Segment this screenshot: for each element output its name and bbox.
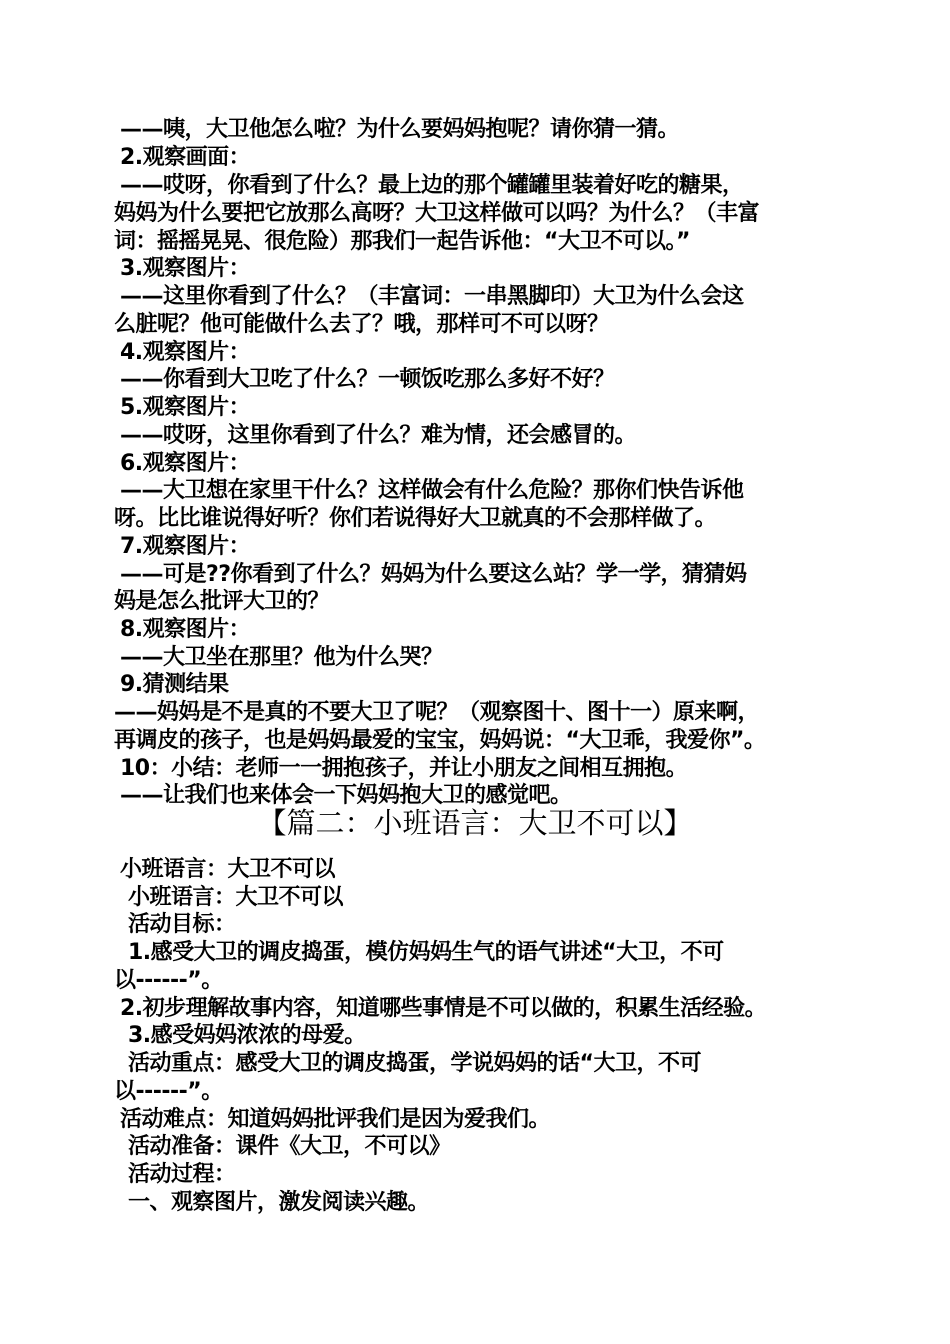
text-line: 5.观察图片： — [120, 395, 251, 420]
text-line: 2.初步理解故事内容，知道哪些事情是不可以做的，积累生活经验。 — [120, 996, 767, 1021]
text-line: 妈妈为什么要把它放那么高呀？大卫这样做可以吗？为什么？（丰富 — [114, 201, 760, 226]
text-line: 小班语言：大卫不可以 — [128, 885, 344, 910]
text-line: ——哎呀，你看到了什么？最上边的那个罐罐里装着好吃的糖果， — [120, 173, 744, 198]
text-line: 4.观察图片： — [120, 340, 251, 365]
text-line: 妈是怎么批评大卫的？ — [114, 589, 330, 614]
text-line: 6.观察图片： — [120, 451, 251, 476]
text-line: ——哎呀，这里你看到了什么？难为情，还会感冒的。 — [120, 423, 637, 448]
text-line: 以------”。 — [114, 968, 223, 993]
section-heading: 【篇二：小班语言：大卫不可以】 — [257, 806, 693, 840]
text-line: 1.感受大卫的调皮捣蛋，模仿妈妈生气的语气讲述“大卫，不可 — [128, 940, 724, 965]
text-line: 词：摇摇晃晃、很危险）那我们一起告诉他：“大卫不可以。” — [114, 229, 690, 254]
text-line: ——咦，大卫他怎么啦？为什么要妈妈抱呢？请你猜一猜。 — [120, 117, 680, 142]
text-line: 9.猜测结果 — [120, 672, 229, 697]
text-line: 活动目标： — [128, 912, 236, 937]
text-line: 3.观察图片： — [120, 256, 251, 281]
text-line: 活动难点：知道妈妈批评我们是因为爱我们。 — [120, 1107, 551, 1132]
text-line: 以------”。 — [114, 1079, 223, 1104]
text-line: ——让我们也来体会一下妈妈抱大卫的感觉吧。 — [120, 783, 572, 808]
text-line: 一、观察图片，激发阅读兴趣。 — [128, 1190, 430, 1215]
text-line: 再调皮的孩子，也是妈妈最爱的宝宝，妈妈说：“大卫乖，我爱你”。 — [114, 728, 766, 753]
text-line: 2.观察画面： — [120, 145, 251, 170]
text-line: ——大卫想在家里干什么？这样做会有什么危险？那你们快告诉他 — [120, 478, 744, 503]
text-line: ——你看到大卫吃了什么？一顿饭吃那么多好不好？ — [120, 367, 615, 392]
text-line: 小班语言：大卫不可以 — [120, 857, 336, 882]
text-line: 活动准备：课件《大卫，不可以》 — [128, 1134, 451, 1159]
text-line: 活动重点：感受大卫的调皮捣蛋，学说妈妈的话“大卫，不可 — [128, 1051, 701, 1076]
text-line: 呀。比比谁说得好听？你们若说得好大卫就真的不会那样做了。 — [114, 506, 717, 531]
text-line: 3.感受妈妈浓浓的母爱。 — [128, 1023, 366, 1048]
text-line: 活动过程： — [128, 1162, 236, 1187]
text-line: 么脏呢？他可能做什么去了？哦，那样可不可以呀？ — [114, 312, 609, 337]
text-line: ——这里你看到了什么？（丰富词：一串黑脚印）大卫为什么会这 — [120, 284, 744, 309]
text-line: ——妈妈是不是真的不要大卫了呢？（观察图十、图十一）原来啊， — [114, 700, 760, 725]
text-line: ——可是??你看到了什么？妈妈为什么要这么站？学一学，猜猜妈 — [120, 562, 747, 587]
text-line: 8.观察图片： — [120, 617, 251, 642]
text-line: ——大卫坐在那里？他为什么哭？ — [120, 645, 443, 670]
text-line: 7.观察图片： — [120, 534, 251, 559]
text-line: 10：小结：老师一一拥抱孩子，并让小朋友之间相互拥抱。 — [120, 756, 688, 781]
